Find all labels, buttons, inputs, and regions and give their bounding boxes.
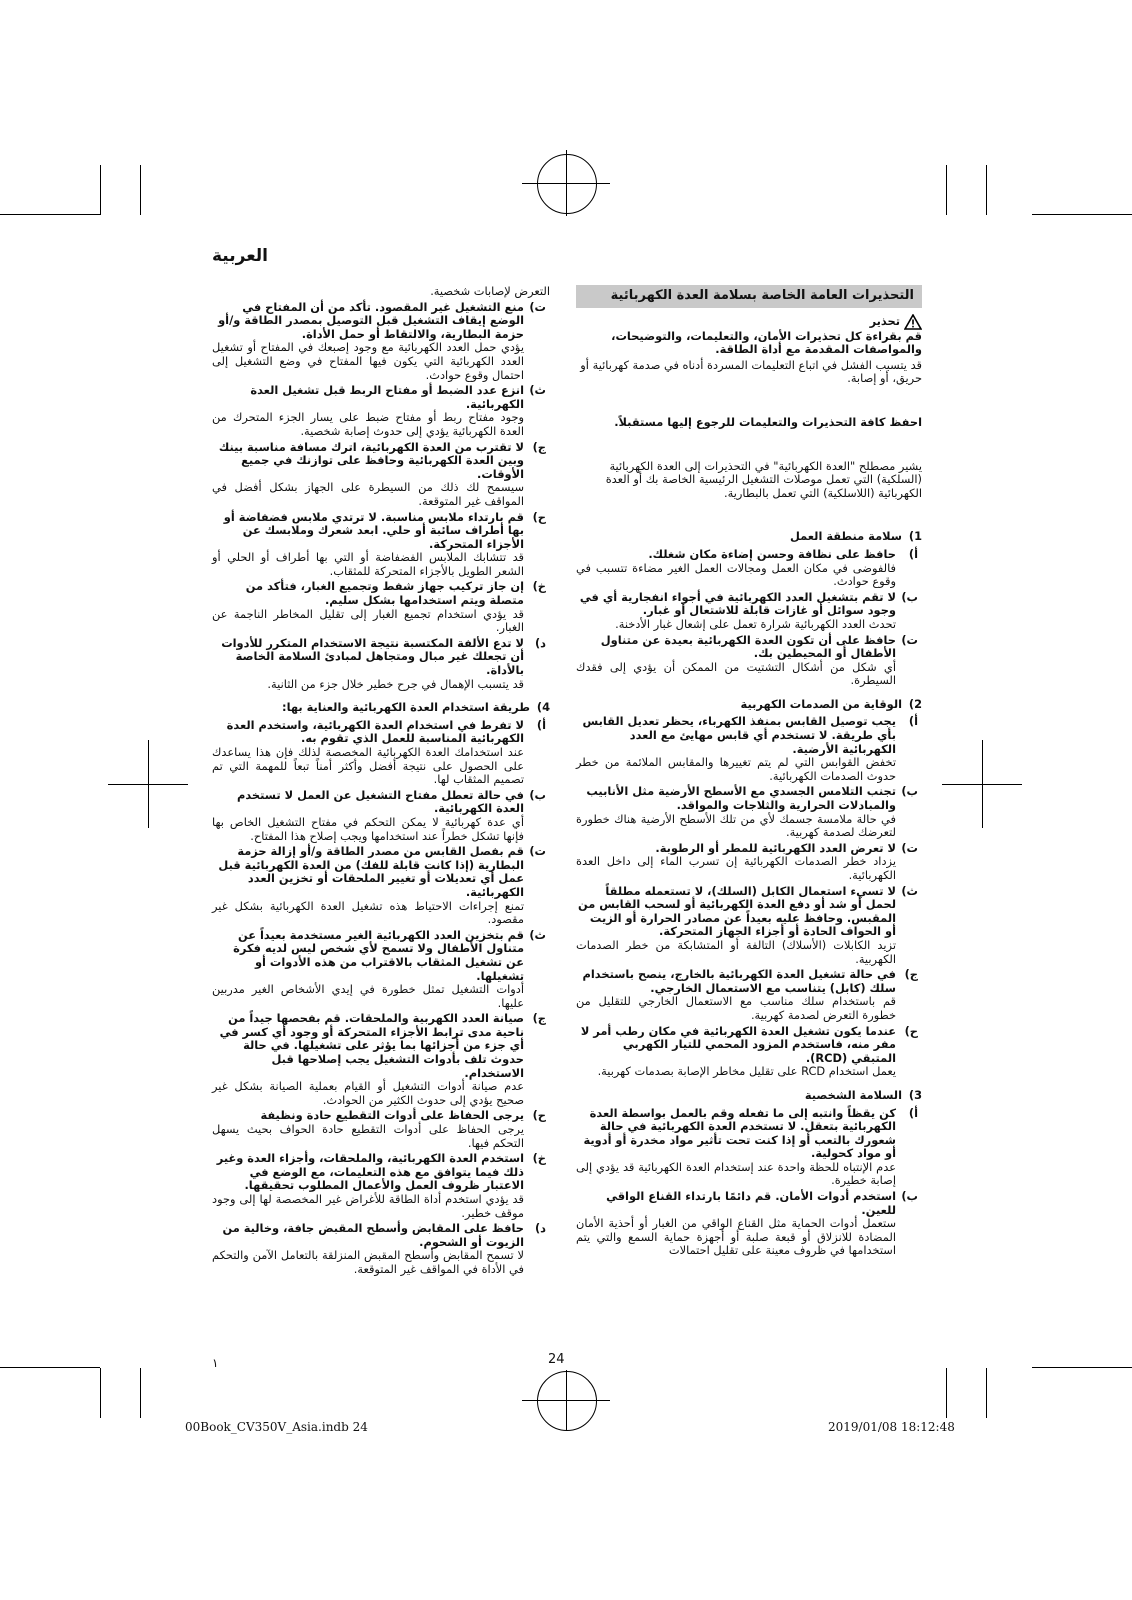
crop-mark: [0, 1367, 100, 1368]
warning-bold-text: قم بقراءة كل تحذيرات الأمان، والتعليمات، والتوضيحات، والمواصفات المقدمة مع أداة الطاقة.: [611, 328, 922, 357]
item-text: قد تتشابك الملابس الفضفاضة أو التي بها أطراف أو الحلي أو الشعر الطويل بالأجزاء المتحركة للمثقاب.: [212, 550, 524, 578]
item-label: ث): [529, 927, 546, 942]
list-item: [576, 1025, 922, 1079]
list-item: [212, 1012, 550, 1107]
item-text: ستعمل أدوات الحماية مثل القناع الواقي من الغبار أو أحذية الأمان المضادة للانزلاق أو قبعة صلبة أو أجهزة حماية السمع والتي يتم استخدامها في ظروف معينة على تقليل احتمالات: [576, 1216, 896, 1258]
list-item: [212, 1109, 550, 1150]
item-text: سيسمح لك ذلك من السيطرة على الجهاز بشكل أفضل في المواقف غير المتوقعة.: [212, 480, 524, 508]
list-item: [212, 511, 550, 579]
section-heading: [576, 698, 922, 712]
item-text: يرجى الحفاظ على أدوات التقطيع حادة الحواف بحيث يسهل التحكم فيها.: [212, 1122, 524, 1150]
term-definition-note: يشير مصطلح "العدة الكهربائية" في التحذيرات إلى العدة الكهربائية (السلكية) التي تعمل موصلات التشغيل الرئيسية الخاصة بك أو العدة الكهربائية (اللاسلكية) التي تعمل بالبطارية.: [605, 458, 922, 500]
crop-mark: [140, 165, 141, 215]
item-title: استخدم العدة الكهربائية، والملحقات، وأجزاء العدة وغير ذلك فيما يتوافق مع هذه التعليمات، مع الوضع في الاعتبار ظروف العمل والأعمال المطلوب تحقيقها.: [216, 1151, 524, 1193]
item-label: ح): [532, 509, 546, 524]
section-title: طريقة استخدام العدة الكهربائية والعناية بها:: [282, 700, 530, 715]
section-heading: [576, 530, 922, 544]
list-item: [212, 384, 550, 438]
warning-triangle-icon: [904, 314, 922, 330]
crop-mark: [100, 165, 101, 215]
item-title: حافظ على المقابض وأسطح المقبض جافة، وخالية من الزيوت أو الشحوم.: [222, 1221, 524, 1249]
item-label: د): [534, 635, 546, 650]
item-label: ج): [532, 439, 546, 454]
list-item: [212, 637, 550, 691]
left-column: [212, 285, 550, 1279]
item-label: ح): [532, 1108, 546, 1123]
item-title: لا تقم بتشغيل العدد الكهربائية في أجواء انفجارية أي في وجود سوائل أو غازات قابلة للاشتعال أو غبار.: [579, 589, 896, 618]
item-text: في حالة ملامسة جسمك لأي من تلك الأسطح الأرضية هناك خطورة لتعرضك لصدمة كهربية.: [576, 811, 896, 840]
list-item: [576, 548, 922, 589]
item-title: إن جاز تركيب جهاز شفط وتجميع الغبار، فتأكد من متصلة ويتم استخدامها بشكل سليم.: [245, 579, 524, 608]
list-item: [212, 1152, 550, 1220]
item-title: منع التشغيل غير المقصود. تأكد من أن المفتاح في الوضع إيقاف التشغيل قبل التوصيل بمصدر الطاقة و/أو حزمة البطارية، والالتقاط أو حمل الأداة.: [218, 299, 524, 341]
language-label: العربية: [212, 246, 269, 266]
list-item: [576, 1190, 922, 1258]
list-item: [576, 715, 922, 783]
warning-title: تحذير: [869, 313, 900, 328]
list-item: [212, 719, 550, 787]
item-text: أدوات التشغيل تمثل خطورة في إيدي الأشخاص الغير مدربين عليها.: [212, 982, 524, 1010]
right-column: [576, 285, 922, 1260]
item-text: قم باستخدام سلك مناسب مع الاستعمال الخارجي للتقليل من خطورة التعرض لصدمة كهربية.: [576, 994, 896, 1022]
item-text: تحدث العدد الكهربائية شرارة تعمل على إشعال غبار الأدخنة.: [615, 616, 896, 631]
item-label: ح): [904, 1023, 918, 1038]
item-text: يزداد خطر الصدمات الكهربائية إن تسرب الماء إلى داخل العدة الكهربائية.: [576, 854, 896, 882]
registration-mark: [537, 154, 597, 214]
item-label: ت): [901, 840, 918, 855]
section-heading: [576, 1089, 922, 1103]
item-text: أي عدة كهربائية لا يمكن التحكم في مفتاح التشغيل الخاص بها فإنها تشكل خطراً عند استخدامها ويجب إصلاح هذا المفتاح.: [212, 814, 524, 843]
section-title: سلامة منطقة العمل: [789, 529, 902, 544]
keep-instructions-note: احفظ كافة التحذيرات والتعليمات للرجوع إليها مستقبلاً.: [614, 414, 922, 429]
item-title: لا تدع الألفة المكتسبة نتيجة الاستخدام المتكرر للأدوات أن تجعلك غير مبال ومتجاهل لمبادئ السلامة الخاصة بالأداة.: [221, 635, 524, 678]
crop-mark: [946, 1368, 947, 1418]
list-item: [212, 789, 550, 843]
list-item: [212, 929, 550, 1011]
item-label: ب): [901, 589, 918, 604]
item-label: أ): [908, 714, 918, 729]
item-title: لا تعرض العدد الكهربائية للمطر أو الرطوبة.: [655, 840, 896, 855]
item-label: ب): [901, 784, 918, 799]
list-item: [576, 634, 922, 688]
item-label: ب): [529, 787, 546, 802]
list-item: [576, 1107, 922, 1189]
item-text: تخفض القوابس التي لم يتم تغييرها والمقابس الملائمة من خطر حدوث الصدمات الكهربائية.: [576, 755, 896, 783]
footer-file-name: 00Book_CV350V_Asia.indb 24: [185, 1420, 368, 1434]
section-number: 2): [908, 696, 922, 711]
item-text: عدم الإنتباه للحظة واحدة عند إستخدام العدة الكهربائية قد يؤدي إلى إصابة خطيرة.: [576, 1159, 896, 1188]
section-header: التحذيرات العامة الخاصة بسلامة العدة الكهربائية: [576, 285, 922, 308]
item-text: لا تسمح المقابض وأسطح المقبض المنزلقة بالتعامل الآمن والتحكم في الأداة في المواقف غير المتوقعة.: [212, 1248, 524, 1276]
list-item: [576, 785, 922, 839]
item-title: انزع عدد الضبط أو مفتاح الربط قبل تشغيل العدة الكهربائية.: [250, 383, 524, 411]
crop-mark: [986, 1368, 987, 1418]
section-items: [576, 715, 922, 1078]
section-items: [576, 1107, 922, 1259]
warning-title-row: [576, 314, 922, 330]
item-text: يعمل استخدام RCD على تقليل مخاطر الإصابة بصدمات كهربية.: [597, 1064, 896, 1079]
item-text: يؤدي حمل العدد الكهربائية مع وجود إصبعك في المفتاح أو تشغيل العدد الكهربائية التي يكون فيها المفتاح في وضع التشغيل إلى احتمال وقوع حوادث.: [212, 340, 524, 382]
footer-timestamp: 2019/01/08 18:12:48: [828, 1420, 955, 1434]
registration-mark: [108, 784, 188, 785]
item-title: يرجى الحفاظ على أدوات التقطيع حادة ونظيفة: [260, 1108, 524, 1123]
item-text: قد يتسبب الإهمال في جرح خطير خلال جزء من الثانية.: [267, 676, 524, 691]
crop-mark: [140, 1368, 141, 1418]
section-heading: [212, 701, 550, 715]
list-item: [212, 845, 550, 927]
item-label: ج): [532, 1011, 546, 1026]
item-text: قد يؤدي استخدم أداة الطاقة للأغراض غير المخصصة لها إلى وجود موقف خطير.: [212, 1192, 524, 1220]
item-text: عدم صيانة أدوات التشغيل أو القيام بعملية الصيانة بشكل غير صحيح يؤدي إلى حدوث الكثير من الحوادث.: [212, 1079, 524, 1107]
item-text: وجود مفتاح ربط أو مفتاح ضبط على يسار الجزء المتحرك من العدة الكهربائية يؤدي إلى حدوث إصابة شخصية.: [212, 410, 524, 438]
list-item: [212, 301, 550, 383]
registration-mark: [942, 784, 1022, 785]
section-title: السلامة الشخصية: [804, 1087, 902, 1102]
item-title: قم بارتداء ملابس مناسبة. لا ترتدي ملابس فضفاضة أو بها أطراف سائبة أو حلي. ابعد شعرك وملابسك عن الأجزاء المتحركة.: [223, 509, 524, 551]
left-section-items: [212, 719, 550, 1277]
item-title: قم بفصل القابس من مصدر الطاقة و/أو إزالة حزمة البطارية (إذا كانت قابلة للفك) من العدة الكهربائية قبل عمل أي تعديلات أو تغيير الملحقات أو تخزين العدد الكهربائية.: [218, 844, 524, 899]
item-title: صيانة العدد الكهربية والملحقات. قم بفحصها جيداً من ناحية مدى ترابط الأجزاء المتحركة أو وجود أي كسر في أي جزء من أجزائها بما يؤثر على تشغيلها. في حالة حدوث تلف بأدوات التشغيل يجب إصلاحها قبل الاستخدام.: [219, 1011, 524, 1080]
item-label: خ): [532, 1151, 546, 1166]
crop-mark: [1032, 214, 1132, 215]
item-title: كن يقظاً وانتبه إلى ما تفعله وقم بالعمل بواسطة العدة الكهربائية بتعقل. لا تستخدم العدة الكهربائية في حالة شعورك بالتعب أو إذا كنت تحت تأثير مواد مخدرة أو أدوية أو مواد كحولية.: [583, 1105, 896, 1161]
continued-text: التعرض لإصابات شخصية.: [430, 284, 550, 298]
item-label: أ): [536, 717, 546, 732]
item-text: أي شكل من أشكال التشتيت من الممكن أن يؤدي إلى فقدك السيطرة.: [576, 659, 896, 688]
section-number: 3): [908, 1087, 922, 1102]
item-text: تزيد الكابلات (الأسلاك) التالفة أو المتشابكة من خطر الصدمات الكهربية.: [576, 937, 896, 966]
item-title: تجنب التلامس الجسدي مع الأسطح الأرضية مثل الأنابيب والمبادلات الحرارية والثلاجات والمواقد.: [586, 784, 896, 813]
warning-text: قد يتسبب الفشل في اتباع التعليمات المسردة أدناه في صدمة كهربائية أو حريق، أو إصابة.: [580, 357, 922, 386]
crop-mark: [946, 165, 947, 215]
item-title: في حالة تشغيل العدة الكهربائية بالخارج، ينصح باستخدام سلك (كابل) يتناسب مع الاستعمال الخارجي.: [582, 967, 896, 995]
item-title: حافظ على نظافة وحسن إضاءة مكان شغلك.: [648, 546, 896, 561]
item-label: ث): [529, 383, 546, 398]
left-items-top: [212, 301, 550, 692]
item-title: عندما يكون تشغيل العدة الكهربائية في مكان رطب أمر لا مفر منه، فاستخدم المزود المحمي للتيار الكهربي المتبقي (RCD).: [580, 1023, 896, 1065]
list-item: [212, 1222, 550, 1276]
item-label: د): [534, 1221, 546, 1236]
list-item: [576, 968, 922, 1022]
item-text: قد يؤدي استخدام تجميع الغبار إلى تقليل المخاطر الناجمة عن الغبار.: [212, 606, 524, 635]
section-items: [576, 548, 922, 688]
crop-mark: [0, 214, 100, 215]
page-mark: ١: [212, 1356, 219, 1370]
section-title: الوقاية من الصدمات الكهربية: [740, 696, 902, 711]
item-text: تمنع إجراءات الاحتياط هذه تشغيل العدة الكهربائية بشكل غير مقصود.: [212, 898, 524, 927]
list-item: [576, 885, 922, 967]
crop-mark: [986, 165, 987, 215]
item-title: قم بتخزين العدد الكهربائية الغير مستخدمة بعيداً عن متناول الأطفال ولا تسمح لأي شخص ليس لديه فكرة عن تشغيل المثقاب بالاقتراب من هذه الأدوات أو تشغيلها.: [233, 927, 524, 983]
item-title: لا تقترب من العدة الكهربائية، اترك مسافة مناسبة بينك وبين العدة الكهربائية وحافظ على توازنك في جميع الأوقات.: [218, 439, 524, 481]
registration-mark: [537, 1371, 597, 1431]
item-text: فالفوضى في مكان العمل ومجالات العمل الغير مضاءة تتسبب في وقوع حوادث.: [576, 560, 896, 589]
item-title: يجب توصيل القابس بمنفذ الكهرباء، يحظر تعديل القابس بأي طريقة. لا تستخدم أي قابس مهايئ مع العدد الكهربائية الأرضية.: [582, 714, 896, 756]
list-item: [576, 591, 922, 632]
list-item: [576, 842, 922, 883]
item-label: أ): [908, 546, 918, 561]
item-title: لا تسيء استعمال الكابل (السلك)، لا تستعمله مطلقاً لحمل أو شد أو دفع العدة الكهربائية أو لسحب القابس من المقبس. وحافظ عليه بعيداً عن مصادر الحرارة أو الزيت أو الحواف الحادة أو أجزاء الجهاز المتحركة.: [578, 883, 896, 939]
list-item: [212, 580, 550, 634]
crop-mark: [1032, 1367, 1132, 1368]
item-title: في حالة تعطل مفتاح التشغيل عن العمل لا تستخدم العدة الكهربائية.: [237, 787, 524, 816]
item-label: ب): [901, 1189, 918, 1204]
list-item: [212, 441, 550, 509]
item-label: ت): [901, 632, 918, 647]
item-title: لا تفرط في استخدام العدة الكهربائية، واستخدم العدة الكهربائية المناسبة للعمل الذي تقوم به.: [226, 717, 524, 746]
item-label: ث): [901, 883, 918, 898]
item-label: أ): [908, 1105, 918, 1120]
item-title: حافظ على أن تكون العدة الكهربائية بعيدة عن متناول الأطفال أو المحيطين بك.: [600, 632, 896, 661]
item-label: ت): [529, 844, 546, 859]
item-title: استخدم أدوات الأمان. قم دائمًا بارتداء القناع الواقي للعين.: [606, 1189, 896, 1217]
section-number: 1): [908, 529, 922, 544]
item-text: عند استخدامك العدة الكهربائية المخصصة لذلك فإن هذا يساعدك على الحصول على نتيجة أفضل وأكثر أمناً تبعاً للمهمة التي تم تصميم المثقاب لها.: [212, 745, 524, 787]
item-label: خ): [532, 579, 546, 594]
section-number: 4): [536, 700, 550, 715]
page-number: 24: [548, 1352, 565, 1367]
item-label: ت): [529, 299, 546, 314]
item-label: ج): [904, 967, 918, 982]
crop-mark: [100, 1368, 101, 1418]
right-sections: [576, 530, 922, 1258]
